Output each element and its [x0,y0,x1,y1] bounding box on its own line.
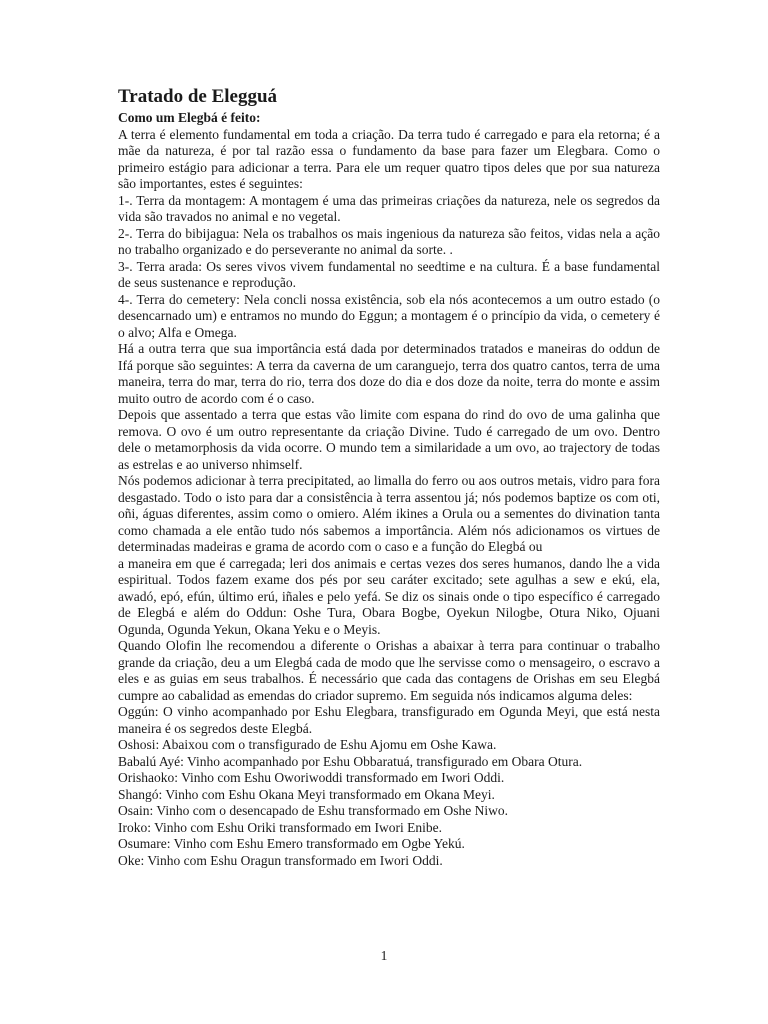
orisha-line: Osumare: Vinho com Eshu Emero transformado em Ogbe Yekú. [118,836,465,851]
document-title: Tratado de Elegguá [118,86,278,107]
page-number: 1 [380,948,388,963]
paragraph: 4-. Terra do cemetery: Nela concli nossa existência, sob ela nós acontecemos a um outro estado (o desencarnado um) e entramos no mundo do Eggun; a montagem é o princípio da vida, o cemetery é o alvo; Alfa e Omega. [118,291,660,340]
orisha-line: Orishaoko: Vinho com Eshu Oworiwoddi transformado em Iwori Oddi. [118,770,505,785]
paragraph: Quando Olofin lhe recomendou a diferente o Orishas a abaixar à terra para continuar o trabalho grande da criação, deu a um Elegbá cada de modo que lhe servisse como o mensageiro, o escravo a eles e as guias em seus trabalhos. É necessário que cada das contagens de Orishas em seu Elegbá cumpre ao cabalidad as emendas do criador supremo. Em seguida nós indicamos alguma deles: [118,638,660,703]
paragraph: 2-. Terra do bibijagua: Nela os trabalhos os mais ingenious da natureza são feitos, vidas nela a ação no trabalho organizado e do perseverante no animal da sorte. . [118,225,660,257]
paragraph: Depois que assentado a terra que estas vão limite com espana do rind do ovo de uma galinha que remova. O ovo é um outro representante da criação Divine. Tudo é carregado de um ovo. Dentro dele o metamorphosis da vida ocorre. O mundo tem a similaridade a um ovo, ao trajectory de todas as estrelas e ao universo nhimself. [118,407,660,472]
paragraph: Há a outra terra que sua importância está dada por determinados tratados e maneiras do oddun de Ifá porque são seguintes: A terra da caverna de um caranguejo, terra dos quatro cantos, terra de uma maneira, terra do mar, terra do rio, terra dos doze do dia e dos doze da noite, terra do monte e assim muito outro de acordo com é o caso. [118,341,660,406]
paragraph: a maneira em que é carregada; leri dos animais e certas vezes dos seres humanos, dando lhe a vida espiritual. Todos fazem exame dos pés por seu caráter excitado; sete agulhas a sew e ekú, ela, awadó, epó, efún, último erú, iñales e pelo yefá. Se diz os sinais onde o tipo específico é carregado de Elegbá e além do Oddun: Oshe Tura, Obara Bogbe, Oyekun Nilogbe, Otura Niko, Ojuani Ogunda, Ogunda Yekun, Okana Yeku e o Meyis. [118,555,660,637]
paragraph: Oggún: O vinho acompanhado por Eshu Elegbara, transfigurado em Ogunda Meyi, que está nesta maneira é os segredos deste Elegbá. [118,704,660,736]
section-subtitle: Como um Elegbá é feito: [118,110,261,125]
orisha-line: Oke: Vinho com Eshu Oragun transformado em Iwori Oddi. [118,852,443,868]
orisha-line: Oshosi: Abaixou com o transfigurado de Eshu Ajomu em Oshe Kawa. [118,737,497,752]
paragraph: 1-. Terra da montagem: A montagem é uma das primeiras criações da natureza, nele os segredos da vida são travados no animal e no vegetal. [118,192,660,224]
orisha-line: Osain: Vinho com o desencapado de Eshu transformado em Oshe Niwo. [118,803,508,818]
orisha-line: Babalú Ayé: Vinho acompanhado por Eshu Obbaratuá, transfigurado em Obara Otura. [118,753,583,769]
orisha-line: Iroko: Vinho com Eshu Oriki transformado em Iwori Enibe. [118,819,442,835]
paragraph: Nós podemos adicionar à terra precipitated, ao limalla do ferro ou aos outros metais, vidro para fora desgastado. Todo o isto para dar a consistência à terra assentou já; nós podemos baptize os com oti, oñi, águas diferentes, assim como o omiero. Além ikines a Orula ou a sementes do divination tanta como chamada a ele então tudo nós sabemos a importância. Além nós adicionamos os virtues de determinadas madeiras e grama de acordo com o caso e a função do Elegbá ou [118,473,660,554]
paragraph: A terra é elemento fundamental em toda a criação. Da terra tudo é carregado e para ela retorna; é a mãe da natureza, é por tal razão essa o fundamento da base para fazer um Elegbara. Como o primeiro estágio para adicionar a terra. Para ele um requer quatro tipos deles que por sua natureza são importantes, estes é seguintes: [118,126,660,191]
orisha-line: Shangó: Vinho com Eshu Okana Meyi transformado em Okana Meyi. [118,786,495,802]
document-page [118,86,660,869]
paragraph: 3-. Terra arada: Os seres vivos vivem fundamental no seedtime e na cultura. É a base fundamental de seus sustenance e reprodução. [118,258,660,290]
